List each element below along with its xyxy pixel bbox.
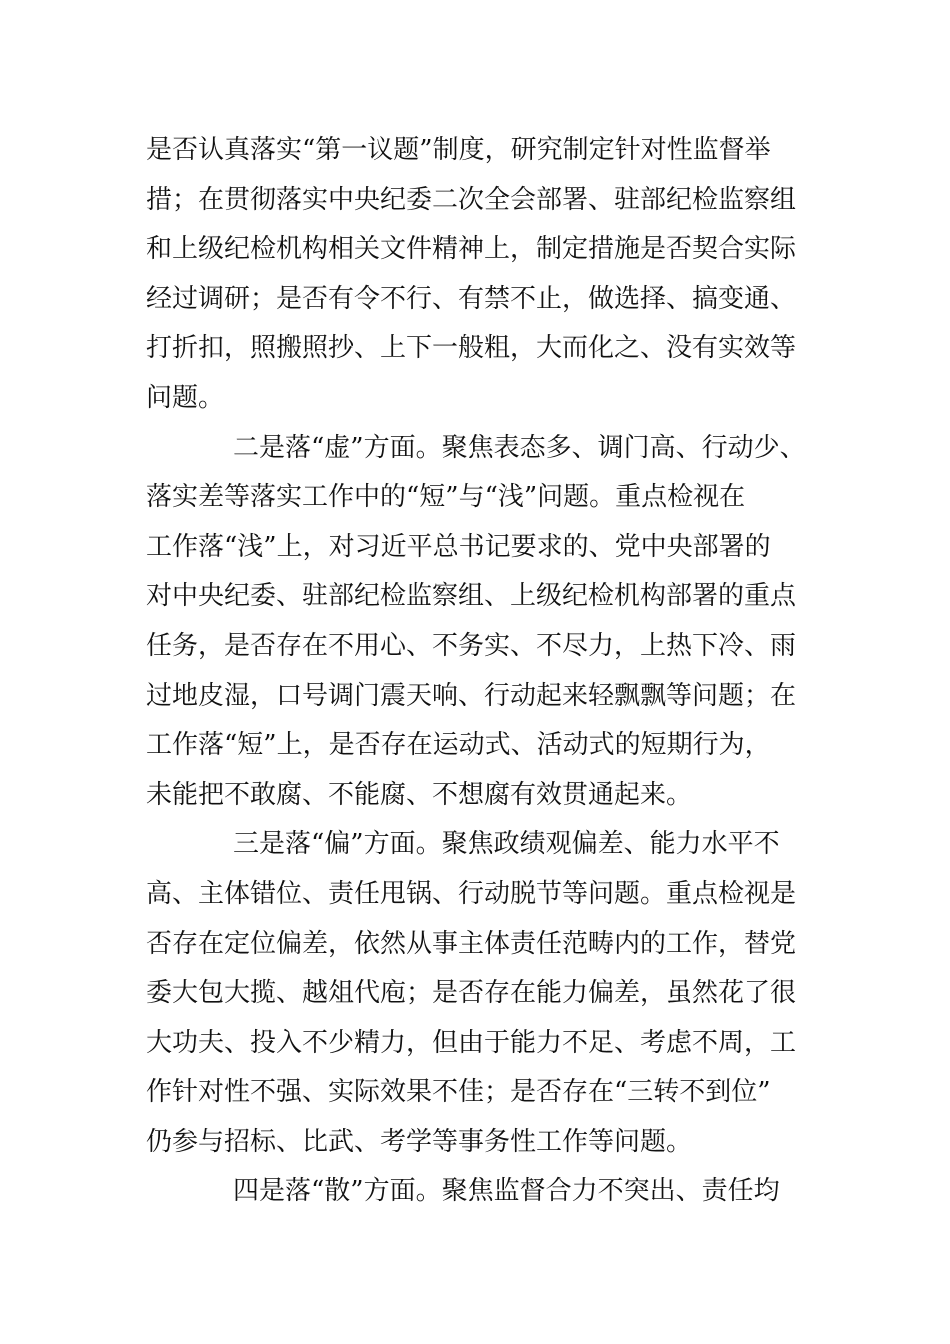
text-line: 问题。 xyxy=(146,382,225,413)
text-line: 措；在贯彻落实中央纪委二次全会部署、驻部纪检监察组 xyxy=(146,184,797,215)
text-line: 任务，是否存在不用心、不务实、不尽力，上热下冷、雨 xyxy=(146,630,797,661)
text-line: 大功夫、投入不少精力，但由于能力不足、考虑不周，工 xyxy=(146,1027,797,1058)
text-line: 和上级纪检机构相关文件精神上，制定措施是否契合实际 xyxy=(146,234,797,265)
text-line: 高、主体错位、责任甩锅、行动脱节等问题。重点检视是 xyxy=(146,878,797,909)
text-line: 仍参与招标、比武、考学等事务性工作等问题。 xyxy=(146,1126,693,1157)
text-line: 是否认真落实“第一议题”制度，研究制定针对性监督举 xyxy=(146,135,771,165)
text-line: 落实差等落实工作中的“短”与“浅”问题。重点检视在 xyxy=(146,482,746,513)
text-line: 未能把不敢腐、不能腐、不想腐有效贯通起来。 xyxy=(146,779,693,810)
text-line: 委大包大揽、越俎代庖；是否存在能力偏差，虽然花了很 xyxy=(146,978,797,1009)
text-line: 过地皮湿，口号调门震天响、行动起来轻飘飘等问题；在 xyxy=(146,680,797,711)
paragraph-start-line: 二是落“虚”方面。聚焦表态多、调门高、行动少、 xyxy=(233,432,806,463)
paragraph-start-line: 三是落“偏”方面。聚焦政绩观偏差、能力水平不 xyxy=(233,829,780,860)
document-body xyxy=(146,126,836,1217)
text-line: 作针对性不强、实际效果不佳；是否存在“三转不到位” xyxy=(146,1077,771,1108)
paragraph-start-line: 四是落“散”方面。聚焦监督合力不突出、责任均 xyxy=(233,1176,780,1207)
text-line: 经过调研；是否有令不行、有禁不止，做选择、搞变通、 xyxy=(146,283,797,314)
text-line: 工作落“浅”上，对习近平总书记要求的、党中央部署的 xyxy=(146,531,771,562)
text-line: 对中央纪委、驻部纪检监察组、上级纪检机构部署的重点 xyxy=(146,581,797,612)
text-line: 否存在定位偏差，依然从事主体责任范畴内的工作，替党 xyxy=(146,928,797,959)
text-line: 工作落“短”上，是否存在运动式、活动式的短期行为， xyxy=(146,730,771,761)
text-line: 打折扣，照搬照抄、上下一般粗，大而化之、没有实效等 xyxy=(146,333,797,364)
